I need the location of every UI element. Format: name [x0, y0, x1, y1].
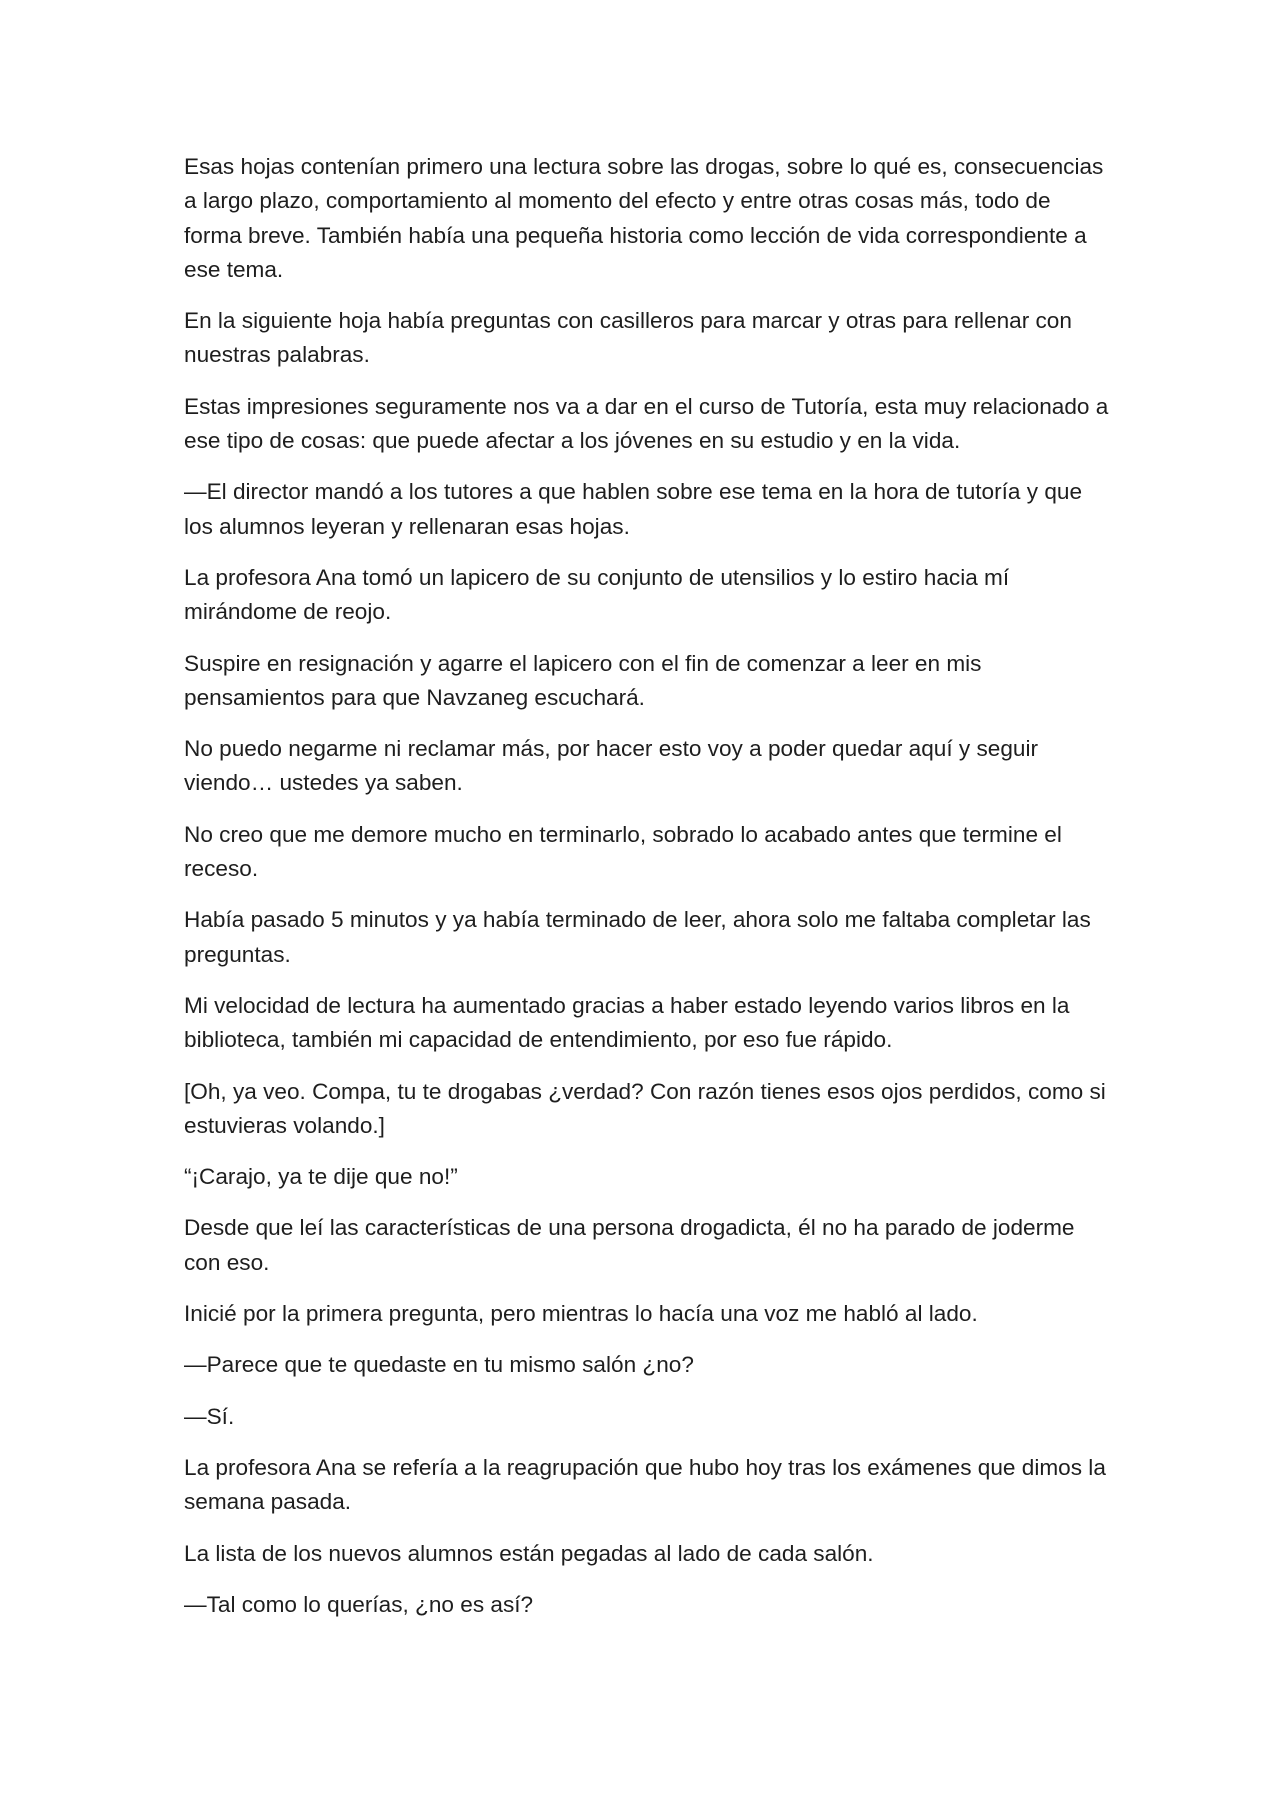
paragraph-15: —Parece que te quedaste en tu mismo salón ¿no? — [184, 1352, 694, 1378]
paragraph-7: No puedo negarme ni reclamar más, por hacer esto voy a poder quedar aquí y seguir viendo… ustedes ya saben. — [184, 736, 1039, 796]
paragraph-16: —Sí. — [184, 1403, 235, 1429]
paragraph-13: Desde que leí las características de una persona drogadicta, él no ha parado de joderme con eso. — [184, 1215, 1075, 1275]
paragraph-8: No creo que me demore mucho en terminarlo, sobrado lo acabado antes que termine el receso. — [184, 821, 1062, 882]
paragraph-9: Había pasado 5 minutos y ya había terminado de leer, ahora solo me faltaba completar las preguntas. — [184, 907, 1091, 967]
paragraph-19: —Tal como lo querías, ¿no es así? — [184, 1591, 534, 1617]
paragraph-12: “¡Carajo, ya te dije que no!” — [184, 1164, 458, 1190]
paragraph-2: En la siguiente hoja había preguntas con casilleros para marcar y otras para rellenar con nuestras palabras. — [184, 308, 1072, 368]
paragraph-17: La profesora Ana se refería a la reagrupación que hubo hoy tras los exámenes que dimos la semana pasada. — [184, 1454, 1106, 1515]
paragraph-11: [Oh, ya veo. Compa, tu te drogabas ¿verdad? Con razón tienes esos ojos perdidos, como si estuvieras volando.] — [184, 1078, 1106, 1138]
paragraph-10: Mi velocidad de lectura ha aumentado gracias a haber estado leyendo varios libros en la biblioteca, también mi capacidad de entendimiento, por eso fue rápido. — [184, 992, 1070, 1053]
paragraph-5: La profesora Ana tomó un lapicero de su conjunto de utensilios y lo estiro hacia mí mirándome de reojo. — [184, 564, 1010, 625]
document-body — [184, 150, 1114, 1639]
paragraph-14: Inicié por la primera pregunta, pero mientras lo hacía una voz me habló al lado. — [184, 1301, 978, 1327]
paragraph-4: —El director mandó a los tutores a que hablen sobre ese tema en la hora de tutoría y que los alumnos leyeran y rellenaran esas hojas. — [184, 479, 1083, 539]
paragraph-6: Suspire en resignación y agarre el lapicero con el fin de comenzar a leer en mis pensamientos para que Navzaneg escuchará. — [184, 650, 982, 710]
paragraph-1: Esas hojas contenían primero una lectura sobre las drogas, sobre lo qué es, consecuencias a largo plazo, comportamiento al momento del efecto y entre otras cosas más, todo de forma breve. También había una pequeña historia como lección de vida correspondiente a ese tema. — [184, 154, 1104, 282]
paragraph-3: Estas impresiones seguramente nos va a dar en el curso de Tutoría, esta muy relacionado a ese tipo de cosas: que puede afectar a los jóvenes en su estudio y en la vida. — [184, 393, 1109, 454]
paragraph-18: La lista de los nuevos alumnos están pegadas al lado de cada salón. — [184, 1540, 874, 1566]
